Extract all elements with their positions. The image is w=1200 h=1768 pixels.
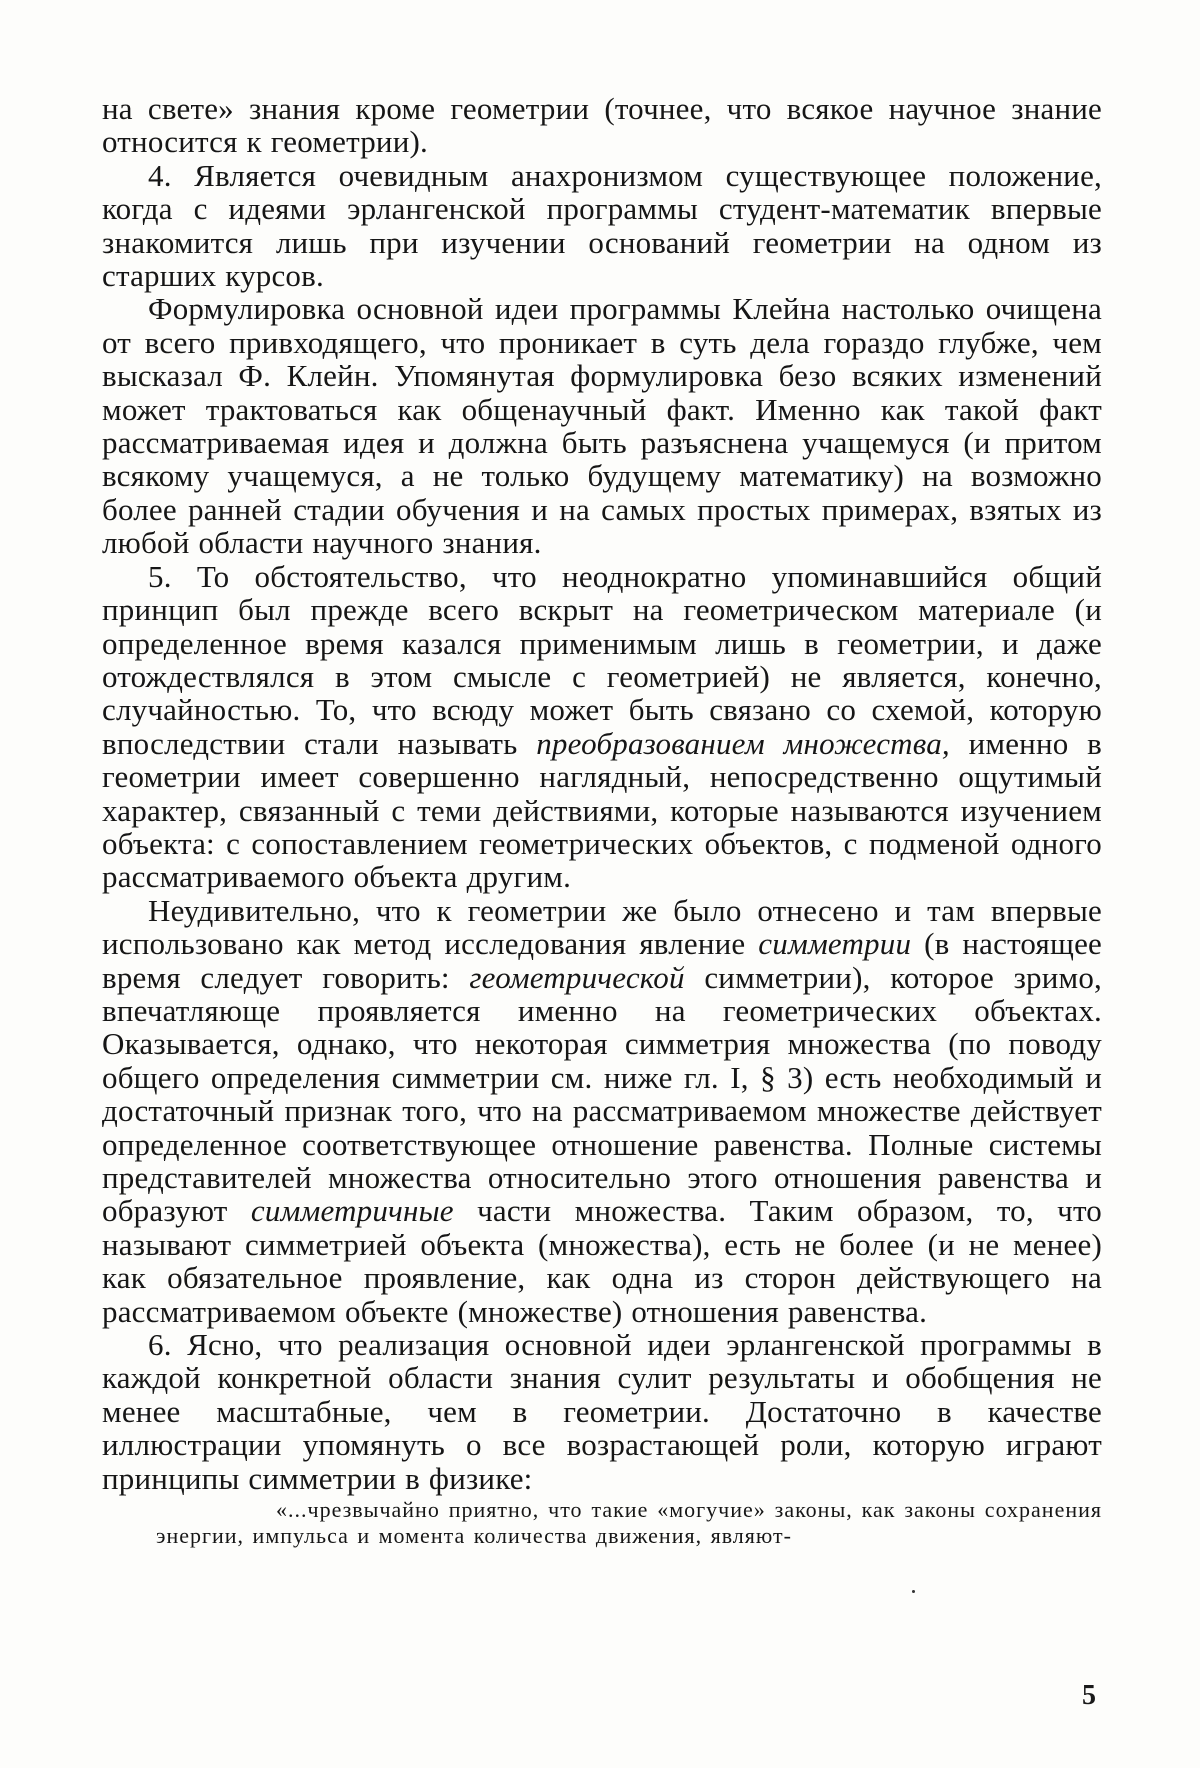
italic-term: преобразованием множества, (536, 725, 950, 761)
italic-term: геометрической (469, 959, 685, 995)
paragraph-p-formulation (102, 292, 1102, 559)
text-run: Формулировка основной идеи программы Клейна настолько очищена от всего привходящего, что проникает в суть дела гораздо глубже, чем высказал Ф. Клейн. Упомянутая формулировка безо всяких изменений может трактоваться как общенаучный факт. Именно как такой факт рассматриваемая идея и должна быть разъяснена учащемуся (и притом всякому учащемуся, а не только будущему математику) на возможно более ранней стадии обучения и на самых простых примерах, взятых из любой области научного знания. (102, 291, 1102, 561)
paragraph-p-continued (102, 92, 1102, 159)
paragraph-p-symmetry (102, 894, 1102, 1328)
italic-term: симметричные (250, 1193, 454, 1229)
text-run: 5. То обстоятельство, что неоднократно упоминавшийся общий принцип был прежде всего вскрыт на геометрическом материале (и определенное время казался применимым лишь в геометрии, и даже отождествлялся в этом смысле с геометрией) не является, конечно, случайностью. То, что всюду может быть связано со схемой, которую впоследствии стали называть (102, 558, 1102, 761)
body-text (102, 92, 1102, 1549)
print-speck (912, 1590, 915, 1593)
text-run: именно в геометрии имеет совершенно наглядный, непосредственно ощутимый характер, связанный с теми действиями, которые называются изучением объекта: с сопоставлением геометрических объектов, с подменой одного рассматриваемого объекта другим. (102, 725, 1102, 895)
quotation: «...чрезвычайно приятно, что такие «могучие» законы, как законы сохранения энергии, импульса и момента количества движения, являют- (156, 1497, 1102, 1549)
page-number: 5 (1082, 1680, 1096, 1711)
text-run: Неудивительно, что к геометрии же было отнесено и там впервые использовано как метод исследования явление (102, 892, 1102, 962)
italic-term: симметрии (758, 926, 912, 962)
text-run: симметрии), которое зримо, впечатляюще проявляется именно на геометрических объектах. Оказывается, однако, что некоторая симметрия множества (по поводу общего определения симметрии см. ниже гл. I, § 3) есть необходимый и достаточный признак того, что на рассматриваемом множестве действует определенное соответствующее отношение равенства. Полные системы представителей множества относительно этого отношения равенства и образуют (102, 959, 1102, 1229)
text-run: части множества. Таким образом, то, что называют симметрией объекта (множества), есть не более (и не менее) как обязательное проявление, как одна из сторон действующего на рассматриваемом объекте (множестве) отношения равенства. (102, 1193, 1102, 1329)
text-run: (в настоящее время следует говорить: (102, 926, 1102, 995)
text-run: на свете» знания кроме геометрии (точнее, что всякое научное знание относится к геометрии). (102, 91, 1102, 160)
paragraph-p-6 (102, 1328, 1102, 1495)
paragraph-p-4 (102, 159, 1102, 293)
text-run: 4. Является очевидным анахронизмом существующее положение, когда с идеями эрлангенской программы студент-математик впервые знакомится лишь при изучении оснований геометрии на одном из старших курсов. (102, 157, 1102, 294)
text-run: 6. Ясно, что реализация основной идеи эрлангенской программы в каждой конкретной области знания сулит результаты и обобщения не менее масштабные, чем в геометрии. Достаточно в качестве иллюстрации упомянуть о все возрастающей роли, которую играют принципы симметрии в физике: (102, 1327, 1102, 1496)
paragraph-p-5 (102, 560, 1102, 894)
